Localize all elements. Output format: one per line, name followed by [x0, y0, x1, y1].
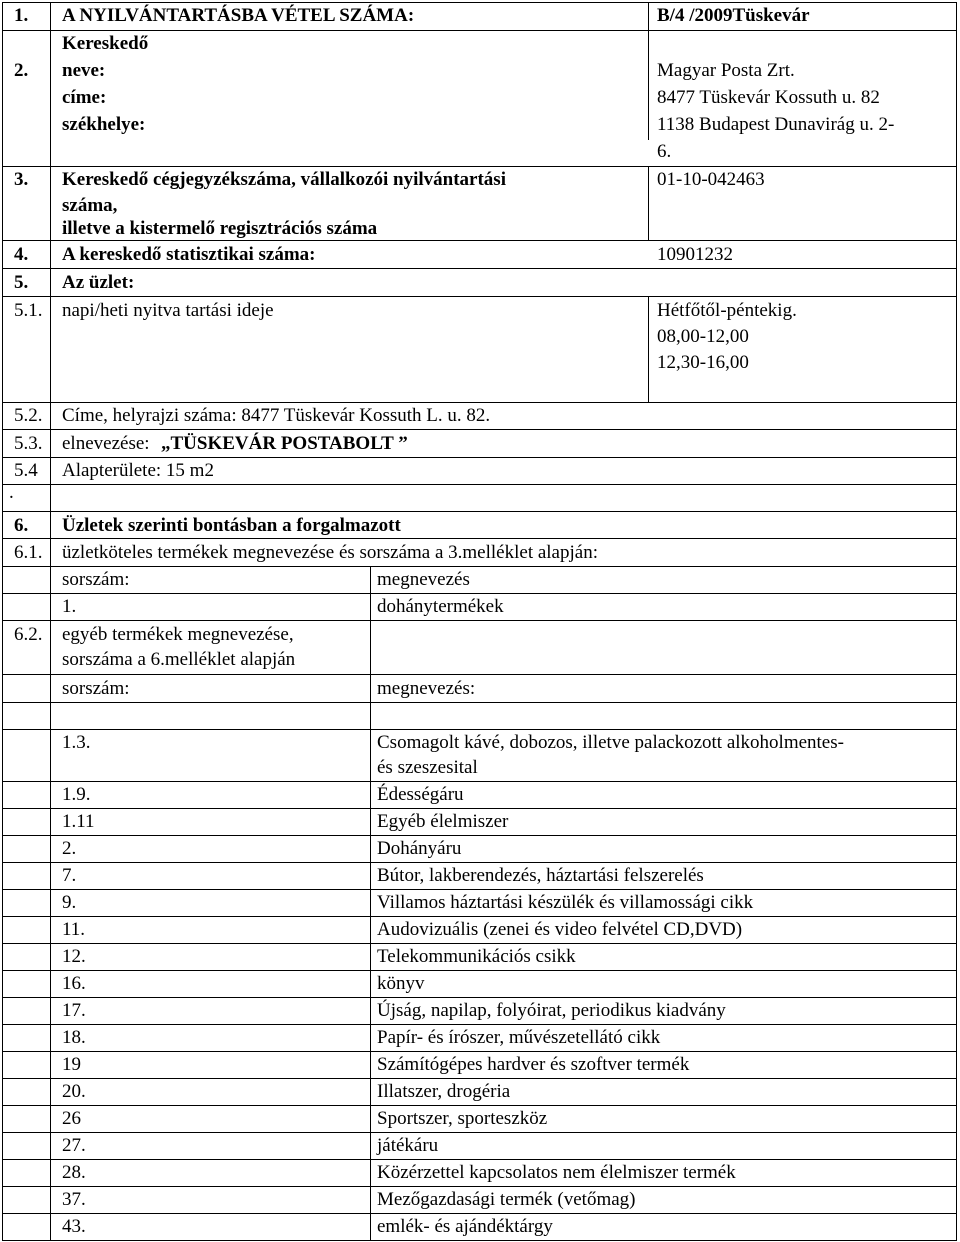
row-3-number: 3. [14, 169, 29, 190]
store-name-value: „TÜSKEVÁR POSTABOLT ” [161, 433, 408, 454]
item-number: 27. [62, 1135, 86, 1156]
border-left [2, 2, 3, 1240]
divider-name-col [370, 566, 371, 1240]
divider-value-col-top [648, 2, 649, 140]
item-number: 18. [62, 1027, 86, 1048]
item-name: Egyéb élelmiszer [377, 811, 509, 832]
item-name: Audovizuális (zenei és video felvétel CD,DVD) [377, 919, 743, 940]
item-name: Villamos háztartási készülék és villamossági cikk [377, 892, 754, 913]
item-number: 1.11 [62, 811, 95, 832]
row-5-3-number: 5.3. [14, 433, 43, 454]
item-number: 19 [62, 1054, 81, 1075]
item-number: 7. [62, 865, 77, 886]
row-line [2, 268, 957, 269]
item-number: 17. [62, 1000, 86, 1021]
company-registry-label-3: illetve a kistermelő regisztrációs száma [62, 218, 378, 239]
item-name: játékáru [377, 1135, 439, 1156]
item-name: Sportszer, sporteszköz [377, 1108, 548, 1129]
row-line [2, 970, 957, 971]
item-name: Papír- és írószer, művészetellátó cikk [377, 1027, 661, 1048]
other-products-label: egyéb termékek megnevezése, [62, 624, 294, 645]
item-name: Csomagolt kávé, dobozos, illetve palackozott alkoholmentes- [377, 732, 844, 753]
item-name: Dohányáru [377, 838, 462, 859]
statistical-number-label: A kereskedő statisztikai száma: [62, 244, 316, 265]
item-name: Illatszer, drogéria [377, 1081, 511, 1102]
border-bottom [2, 1240, 957, 1241]
row-line [2, 429, 957, 430]
store-name-label: elnevezése: [62, 433, 150, 454]
col-header-name-2: megnevezés: [377, 678, 476, 699]
col-header-name: megnevezés [377, 569, 470, 590]
item-number: 26 [62, 1108, 81, 1129]
statistical-number-value: 10901232 [657, 244, 733, 265]
row-line [2, 566, 957, 567]
products-heading: Üzletek szerinti bontásban a forgalmazott [62, 515, 401, 536]
licensed-item-number: 1. [62, 596, 77, 617]
trader-seat-label: székhelye: [62, 114, 146, 135]
row-5-number: 5. [14, 272, 29, 293]
trader-seat-value-cont: 6. [657, 141, 672, 162]
item-number: 43. [62, 1216, 86, 1237]
item-number: 16. [62, 973, 86, 994]
item-name: emlék- és ajándéktárgy [377, 1216, 553, 1237]
row-line [2, 781, 957, 782]
item-number: 28. [62, 1162, 86, 1183]
other-products-label-2: sorszáma a 6.melléklet alapján [62, 649, 296, 670]
item-name: Bútor, lakberendezés, háztartási felszerelés [377, 865, 704, 886]
trader-heading: Kereskedő [62, 33, 149, 54]
row-1-number: 1. [14, 5, 29, 26]
item-number: 20. [62, 1081, 86, 1102]
border-right [956, 2, 957, 1240]
item-number: 9. [62, 892, 77, 913]
row-4-number: 4. [14, 244, 29, 265]
licensed-products-label: üzletköteles termékek megnevezése és sorszáma a 3.melléklet alapján: [62, 542, 598, 563]
item-name: Újság, napilap, folyóirat, periodikus kiadvány [377, 1000, 726, 1021]
row-line [2, 296, 957, 297]
trader-seat-value: 1138 Budapest Dunavirág u. 2- [657, 114, 895, 135]
row-6-2-number: 6.2. [14, 624, 43, 645]
trader-name-value: Magyar Posta Zrt. [657, 60, 795, 81]
row-line [2, 702, 957, 703]
opening-time-1: 08,00-12,00 [657, 326, 749, 347]
row-2-number: 2. [14, 60, 29, 81]
trader-address-value: 8477 Tüskevár Kossuth u. 82 [657, 87, 880, 108]
opening-time-2: 12,30-16,00 [657, 352, 749, 373]
registration-number: B/4 /2009Tüskevár [657, 5, 810, 26]
opening-hours-label: napi/heti nyitva tartási ideje [62, 300, 274, 321]
divider-num-col [50, 2, 51, 1240]
store-address: Címe, helyrajzi száma: 8477 Tüskevár Kossuth L. u. 82. [62, 405, 491, 426]
item-name: Közérzettel kapcsolatos nem élelmiszer termék [377, 1162, 736, 1183]
company-registry-label-2: száma, [62, 195, 118, 216]
item-name: Számítógépes hardver és szoftver termék [377, 1054, 690, 1075]
row-6-1-number: 6.1. [14, 542, 43, 563]
item-name: könyv [377, 973, 425, 994]
divider-value-col-hours [648, 296, 649, 402]
item-name: Édességáru [377, 784, 464, 805]
row-5-2-number: 5.2. [14, 405, 43, 426]
row-line [2, 835, 957, 836]
item-name: Telekommunikációs csikk [377, 946, 576, 967]
item-number: 12. [62, 946, 86, 967]
item-number: 37. [62, 1189, 86, 1210]
row-line [2, 620, 957, 621]
item-number: 2. [62, 838, 77, 859]
trader-name-label: neve: [62, 60, 106, 81]
row-5-4-number: 5.4 [14, 460, 38, 481]
store-heading: Az üzlet: [62, 272, 135, 293]
trader-address-label: címe: [62, 87, 107, 108]
col-header-number-2: sorszám: [62, 678, 130, 699]
row-6-number: 6. [14, 515, 29, 536]
item-number: 1.9. [62, 784, 91, 805]
licensed-item-name: dohánytermékek [377, 596, 504, 617]
row-5-1-number: 5.1. [14, 300, 43, 321]
divider-value-col-mid [648, 166, 649, 240]
floor-area: Alapterülete: 15 m2 [62, 460, 214, 481]
item-number: 1.3. [62, 732, 91, 753]
row-line [2, 484, 957, 485]
item-name-cont: és szeszesital [377, 757, 478, 778]
item-name: Mezőgazdasági termék (vetőmag) [377, 1189, 636, 1210]
company-registry-value: 01-10-042463 [657, 169, 765, 190]
row-line [2, 1132, 957, 1133]
opening-days: Hétfőtől-péntekig. [657, 300, 797, 321]
company-registry-label: Kereskedő cégjegyzékszáma, vállalkozói nyilvántartási [62, 169, 506, 190]
item-number: 11. [62, 919, 86, 940]
registration-label: A NYILVÁNTARTÁSBA VÉTEL SZÁMA: [62, 5, 415, 26]
stray-dot: . [9, 482, 14, 503]
col-header-number: sorszám: [62, 569, 130, 590]
row-line [2, 511, 957, 512]
row-line [2, 674, 957, 675]
